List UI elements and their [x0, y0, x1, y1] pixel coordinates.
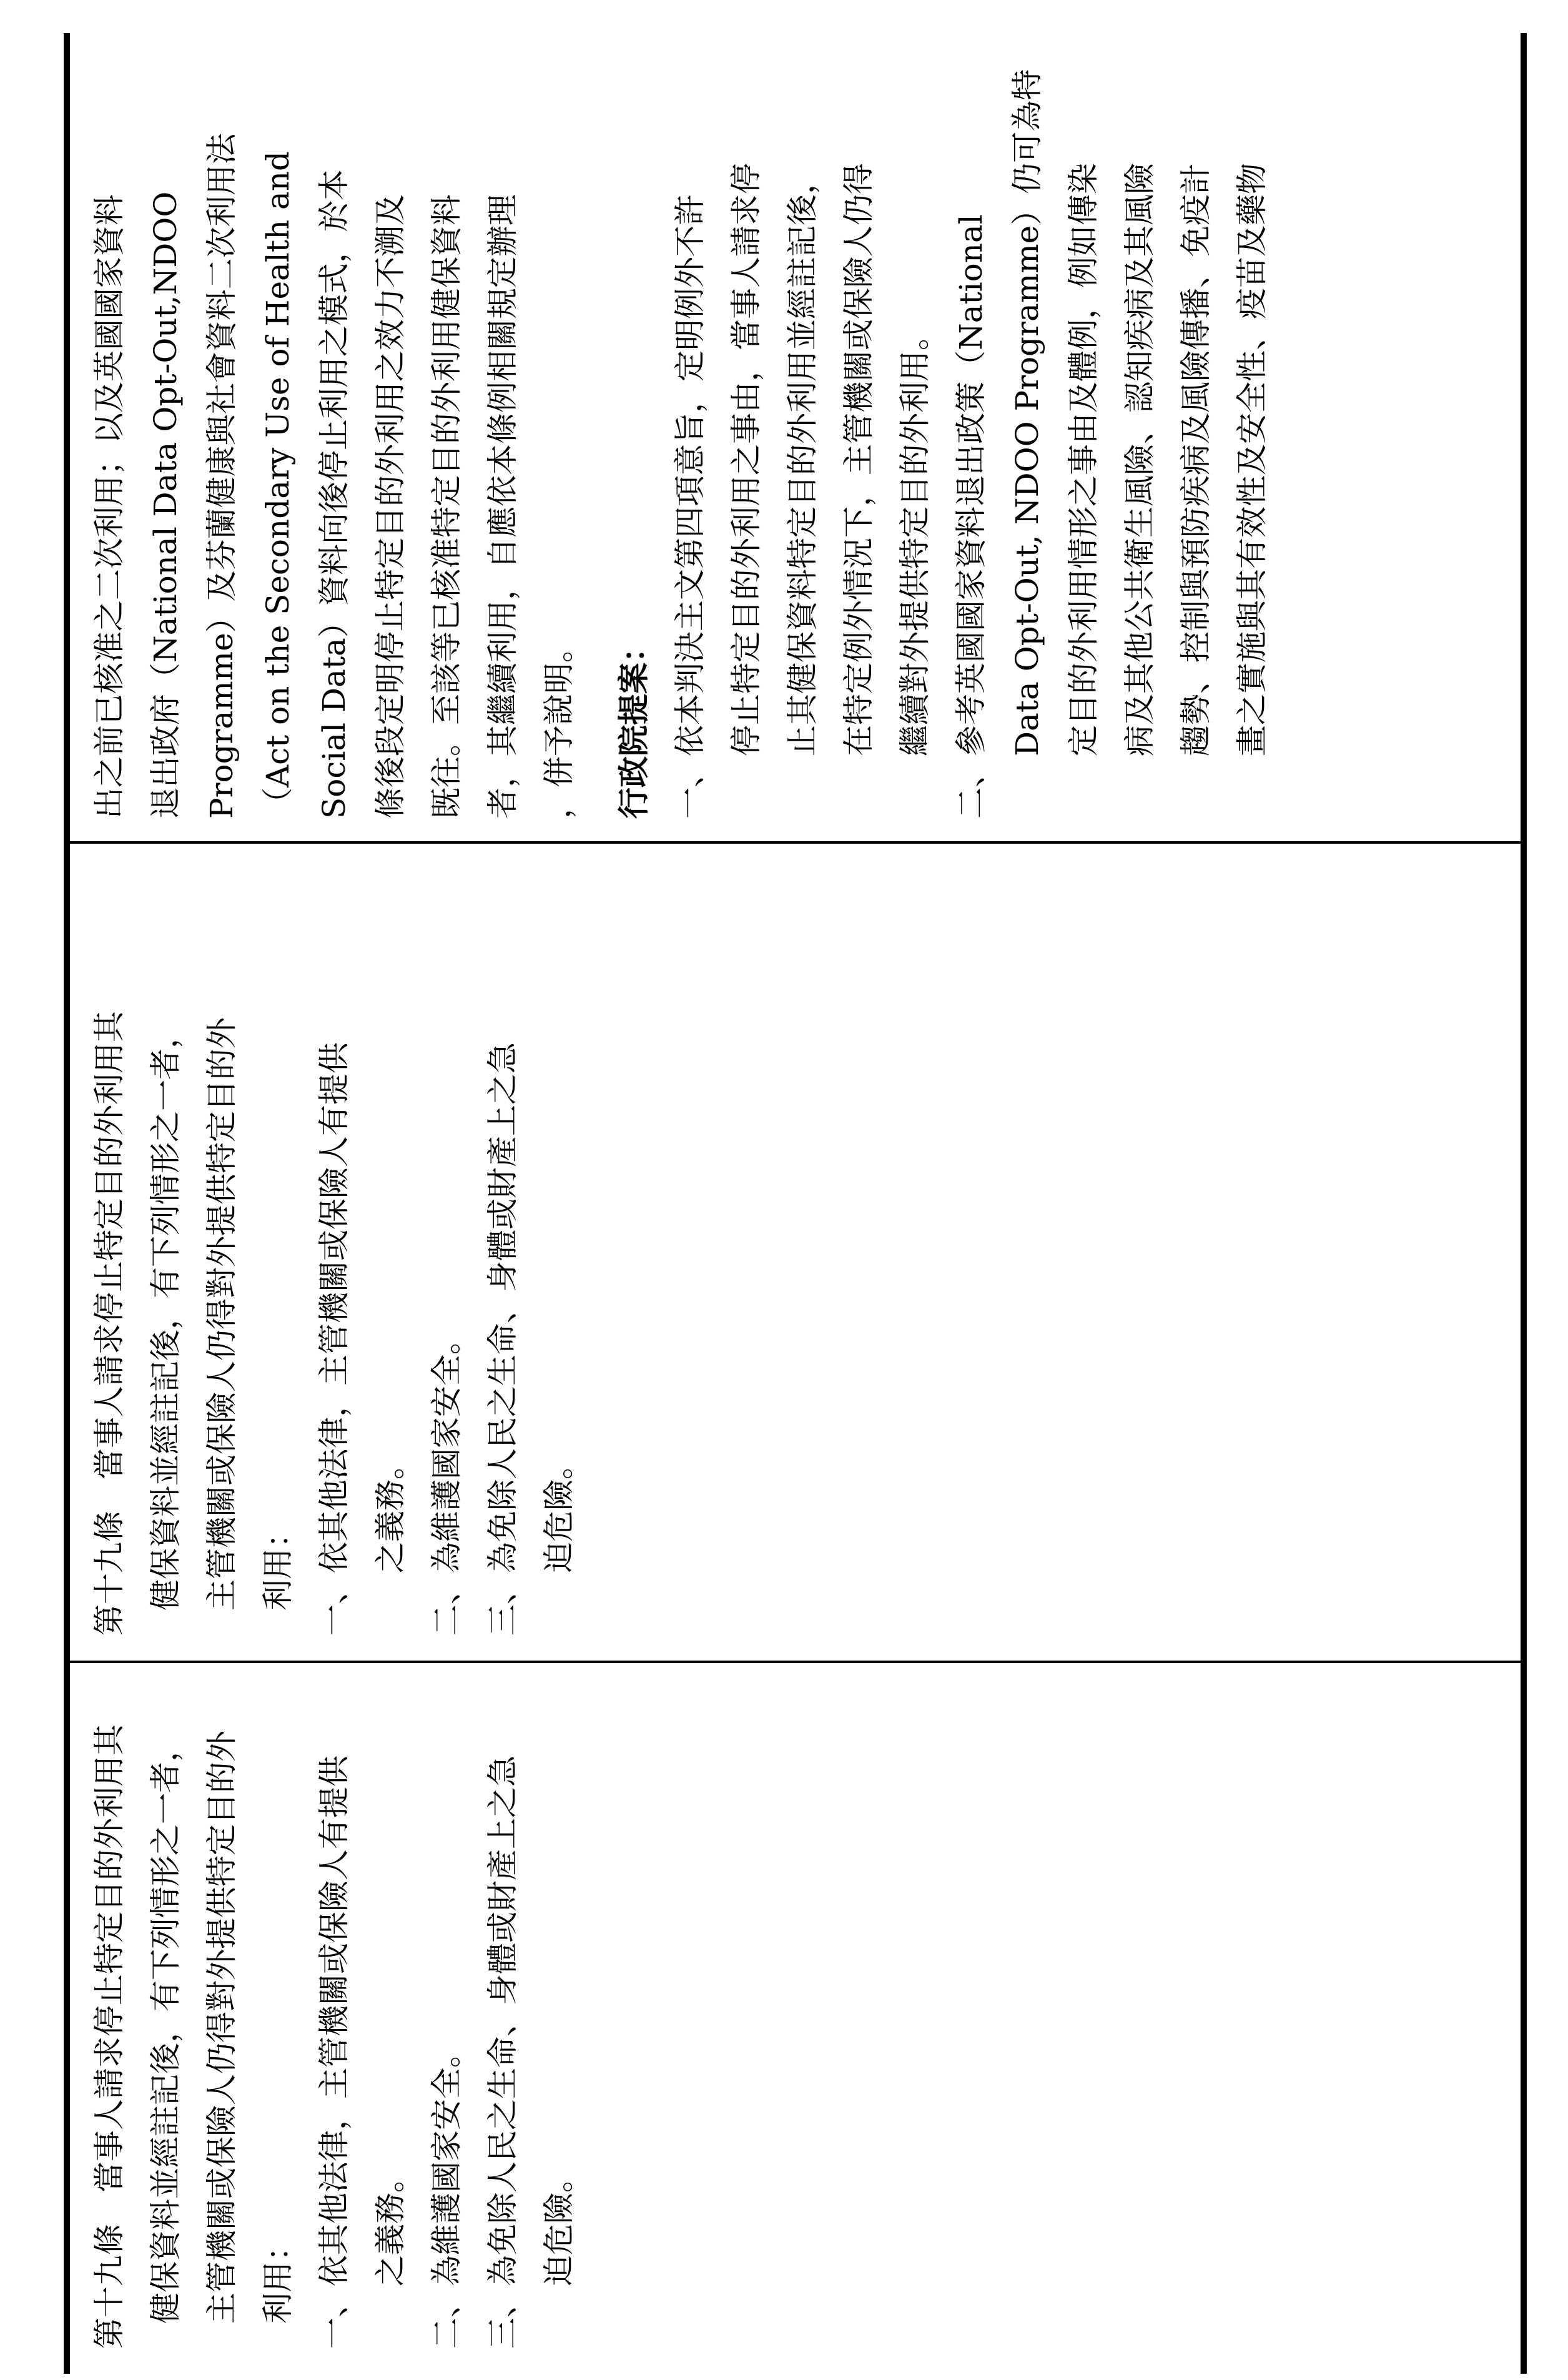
- proposal-line: 趨勢、控制與預防疾病及風險傳播、免疫計: [1178, 163, 1214, 819]
- proposal-line: 止其健保資料特定目的外利用並經註記後，: [784, 163, 821, 819]
- proposal-line: 定目的外利用情形之事由及體例，例如傳染: [1065, 163, 1102, 819]
- article-line: 主管機關或保險人仍得對外提供特定目的外: [204, 1017, 240, 1611]
- article-line: 一、依其他法律，主管機關或保險人有提供: [316, 1755, 352, 2349]
- article-line: 主管機關或保險人仍得對外提供特定目的外: [204, 1731, 240, 2324]
- proposal-line: 二、參考英國國家資料退出政策（National: [953, 214, 989, 819]
- article-heading: 第十九條 當事人請求停止特定目的外利用其: [91, 1724, 127, 2349]
- explanation-line: 出之前已核准之二次利用；以及英國國家資料: [91, 194, 127, 819]
- proposal-line: 病及其他公共衛生風險、認知疾病及其風險: [1122, 163, 1158, 819]
- article-line: 之義務。: [372, 2161, 408, 2349]
- proposal-line: 一、依本判決主文第四項意旨，定明例外不許: [672, 194, 708, 819]
- article-line: 三、為免除人民之生命、身體或財產上之急: [485, 1042, 521, 1636]
- explanation-line: （Act on the Secondary Use of Health and: [260, 151, 296, 819]
- article-heading: 第十九條 當事人請求停止特定目的外利用其: [91, 1011, 127, 1636]
- proposal-line: 停止特定目的外利用之事由，當事人請求停: [728, 163, 764, 819]
- article-line: 二、為維護國家安全。: [428, 1323, 465, 1636]
- article-line: 之義務。: [372, 1448, 408, 1636]
- explanation-line: 既往。至該等已核准特定目的外利用健保資料: [428, 194, 465, 819]
- proposal-line: 畫之實施與其有效性及安全性、疫苗及藥物: [1234, 163, 1270, 819]
- article-line: 三、為免除人民之生命、身體或財產上之急: [485, 1755, 521, 2349]
- article-line: 一、依其他法律，主管機關或保險人有提供: [316, 1042, 352, 1636]
- explanation-line: ，併予說明。: [541, 631, 577, 819]
- explanation-line: 條後段定明停止特定目的外利用之效力不溯及: [372, 194, 408, 819]
- proposal-line: Data Opt-Out, NDOO Programme）仍可為特: [1009, 69, 1045, 819]
- article-line: 健保資料並經註記後，有下列情形之一者，: [147, 1017, 184, 1611]
- article-line: 利用：: [260, 2230, 296, 2324]
- article-line: 二、為維護國家安全。: [428, 2037, 465, 2349]
- column-explanation: [64, 33, 1527, 844]
- article-line: 利用：: [260, 1517, 296, 1611]
- proposal-line: 繼續對外提供特定目的外利用。: [897, 319, 933, 819]
- explanation-line: Programme）及芬蘭健康與社會資料二次利用法: [204, 133, 240, 819]
- explanation-line: 退出政府（National Data Opt-Out,NDOO: [147, 191, 184, 819]
- column-amended-text: [64, 844, 1527, 1661]
- column-divider: [64, 1661, 1527, 1663]
- article-line: 迫危險。: [541, 1448, 577, 1636]
- article-line: 迫危險。: [541, 2161, 577, 2349]
- article-line: 健保資料並經註記後，有下列情形之一者，: [147, 1731, 184, 2324]
- column-original-text: [64, 1663, 1527, 2374]
- column-divider: [64, 841, 1527, 844]
- proposal-title: 行政院提案：: [615, 631, 652, 819]
- explanation-line: 者，其繼續利用，自應依本條例相關規定辦理: [485, 194, 521, 819]
- proposal-line: 在特定例外情況下，主管機關或保險人仍得: [841, 163, 877, 819]
- explanation-line: Social Data）資料向後停止利用之模式，於本: [316, 169, 352, 819]
